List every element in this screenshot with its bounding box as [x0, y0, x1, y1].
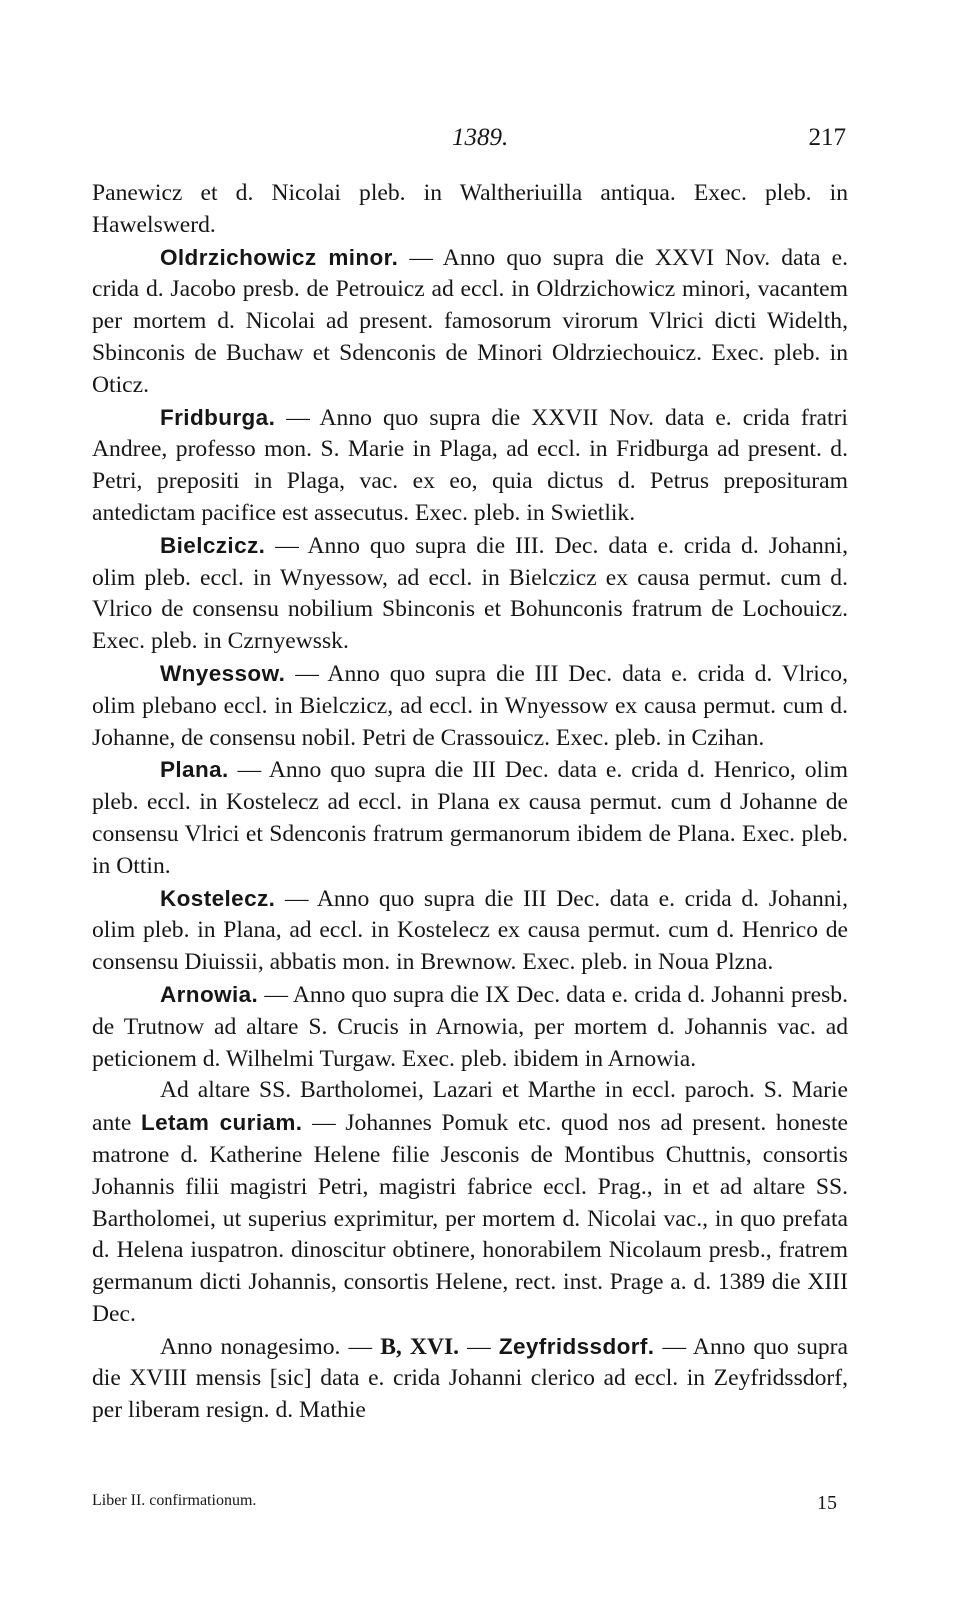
- section-marker: B, XVI.: [380, 1333, 460, 1360]
- place-name: Kostelecz.: [160, 885, 276, 911]
- entry-text: — Anno quo supra die III. Dec. data e. crida d. Johanni, olim pleb. eccl. in Wnyessow, ad eccl. in Bielczicz ex causa permut. cum d. Vlrico de consensu nobilium Sbinconis et Bohunconis fratrum de Lochouicz. Exec. pleb. in Czrnyewssk.: [92, 532, 848, 655]
- place-name: Fridburga.: [160, 404, 276, 430]
- entry-paragraph: [92, 1075, 848, 1330]
- entry-paragraph: [92, 754, 848, 882]
- place-name: Wnyessow.: [160, 660, 286, 686]
- place-name: Letam curiam.: [140, 1110, 303, 1136]
- entry-text: Panewicz et d. Nicolai pleb. in Waltheriuilla antiqua. Exec. pleb. in Hawelswerd.: [92, 180, 848, 238]
- entry-paragraph: [92, 658, 848, 754]
- entry-text: — Anno quo supra die III Dec. data e. crida d. Vlrico, olim plebano eccl. in Bielczicz, ad eccl. in Wnyessow ex causa permut. cum d. Johanne, de consensu nobil. Petri de Crassouicz. Exec. pleb. in Czihan.: [92, 660, 848, 751]
- entry-text-before: Ad altare SS. Bartholomei, Lazari et Marthe in eccl. paroch. S. Marie ante: [92, 1077, 848, 1137]
- entry-text: — Anno quo supra die III Dec. data e. crida d. Johanni, olim pleb. in Plana, ad eccl. in Kostelecz ex causa permut. cum d. Henrico de consensu Diuissii, abbatis mon. in Brewnow. Exec. pleb. in Noua Plzna.: [92, 885, 848, 976]
- sheet-number: 15: [817, 1492, 837, 1514]
- entry-text: — Anno quo supra die XXVII Nov. data e. crida fratri Andree, professo mon. S. Marie in Plaga, ad eccl. in Fridburga ad present. d. Petri, prepositi in Plaga, vac. ex eo, quia dictus d. Petrus preposituram antedictam pacifice est assecutus. Exec. pleb. in Swietlik.: [92, 404, 848, 526]
- entry-text: — Anno quo supra die XXVI Nov. data e. crida d. Jacobo presb. de Petrouicz ad eccl. in Oldrzichowicz minori, vacantem per mortem d. Nicolai ad present. famosorum virorum Vlrici dicti Widelth, Sbinconis de Buchaw et Sdenconis de Minori Oldrziechouicz. Exec. pleb. in Oticz.: [92, 244, 848, 398]
- page-footer: [92, 1492, 837, 1516]
- entry-text-before: Anno nonagesimo. —: [160, 1333, 381, 1360]
- header-year: 1389.: [452, 124, 509, 151]
- footer-signature: Liber II. confirmationum.: [92, 1492, 257, 1509]
- entry-paragraph: [92, 530, 848, 658]
- page-number: 217: [808, 124, 846, 151]
- entry-paragraph: [92, 402, 848, 530]
- entry-text: — Anno quo supra die III Dec. data e. crida d. Henrico, olim pleb. eccl. in Kostelecz ad eccl. in Plana ex causa permut. cum d Johanne de consensu Vlrici et Sdenconis fratrum germanorum ibidem de Plana. Exec. pleb. in Ottin.: [92, 757, 848, 879]
- entry-paragraph: [92, 979, 848, 1075]
- entry-text: — Johannes Pomuk etc. quod nos ad present. honeste matrone d. Katherine Helene filie Jesconis de Montibus Chuttnis, consortis Johannis filii magistri Petri, magistri fabrice eccl. Prag., in et ad altare SS. Bartholomei, ut superius exprimitur, per mortem d. Nicolai vac., in quo prefata d. Helena iuspatron. dinoscitur obtinere, honorabilem Nicolaum presb., fratrem germanum dicti Johannis, consortis Helene, rect. inst. Prage a. d. 1389 die XIII Dec.: [92, 1110, 848, 1327]
- entry-text-mid: —: [459, 1333, 499, 1360]
- entry-text: — Anno quo supra die IX Dec. data e. crida d. Johanni presb. de Trutnow ad altare S. Crucis in Arnowia, per mortem d. Johannis vac. ad peticionem d. Wilhelmi Turgaw. Exec. pleb. ibidem in Arnowia.: [92, 981, 848, 1072]
- place-name: Plana.: [160, 757, 229, 783]
- entry-paragraph: [92, 883, 848, 979]
- entry-text: — Anno quo supra die XVIII mensis [sic] data e. crida Johanni clerico ad eccl. in Zeyfridssdorf, per liberam resign. d. Mathie: [92, 1333, 849, 1424]
- entry-paragraph: [92, 242, 848, 402]
- entry-paragraph: [92, 1331, 848, 1427]
- place-name: Bielczicz.: [160, 532, 266, 558]
- document-body: [92, 178, 848, 1427]
- place-name: Arnowia.: [160, 981, 259, 1007]
- place-name: Oldrzichowicz minor.: [160, 244, 399, 270]
- place-name: Zeyfridssdorf.: [498, 1333, 655, 1359]
- entry-paragraph: [92, 178, 848, 242]
- running-header: [0, 124, 960, 156]
